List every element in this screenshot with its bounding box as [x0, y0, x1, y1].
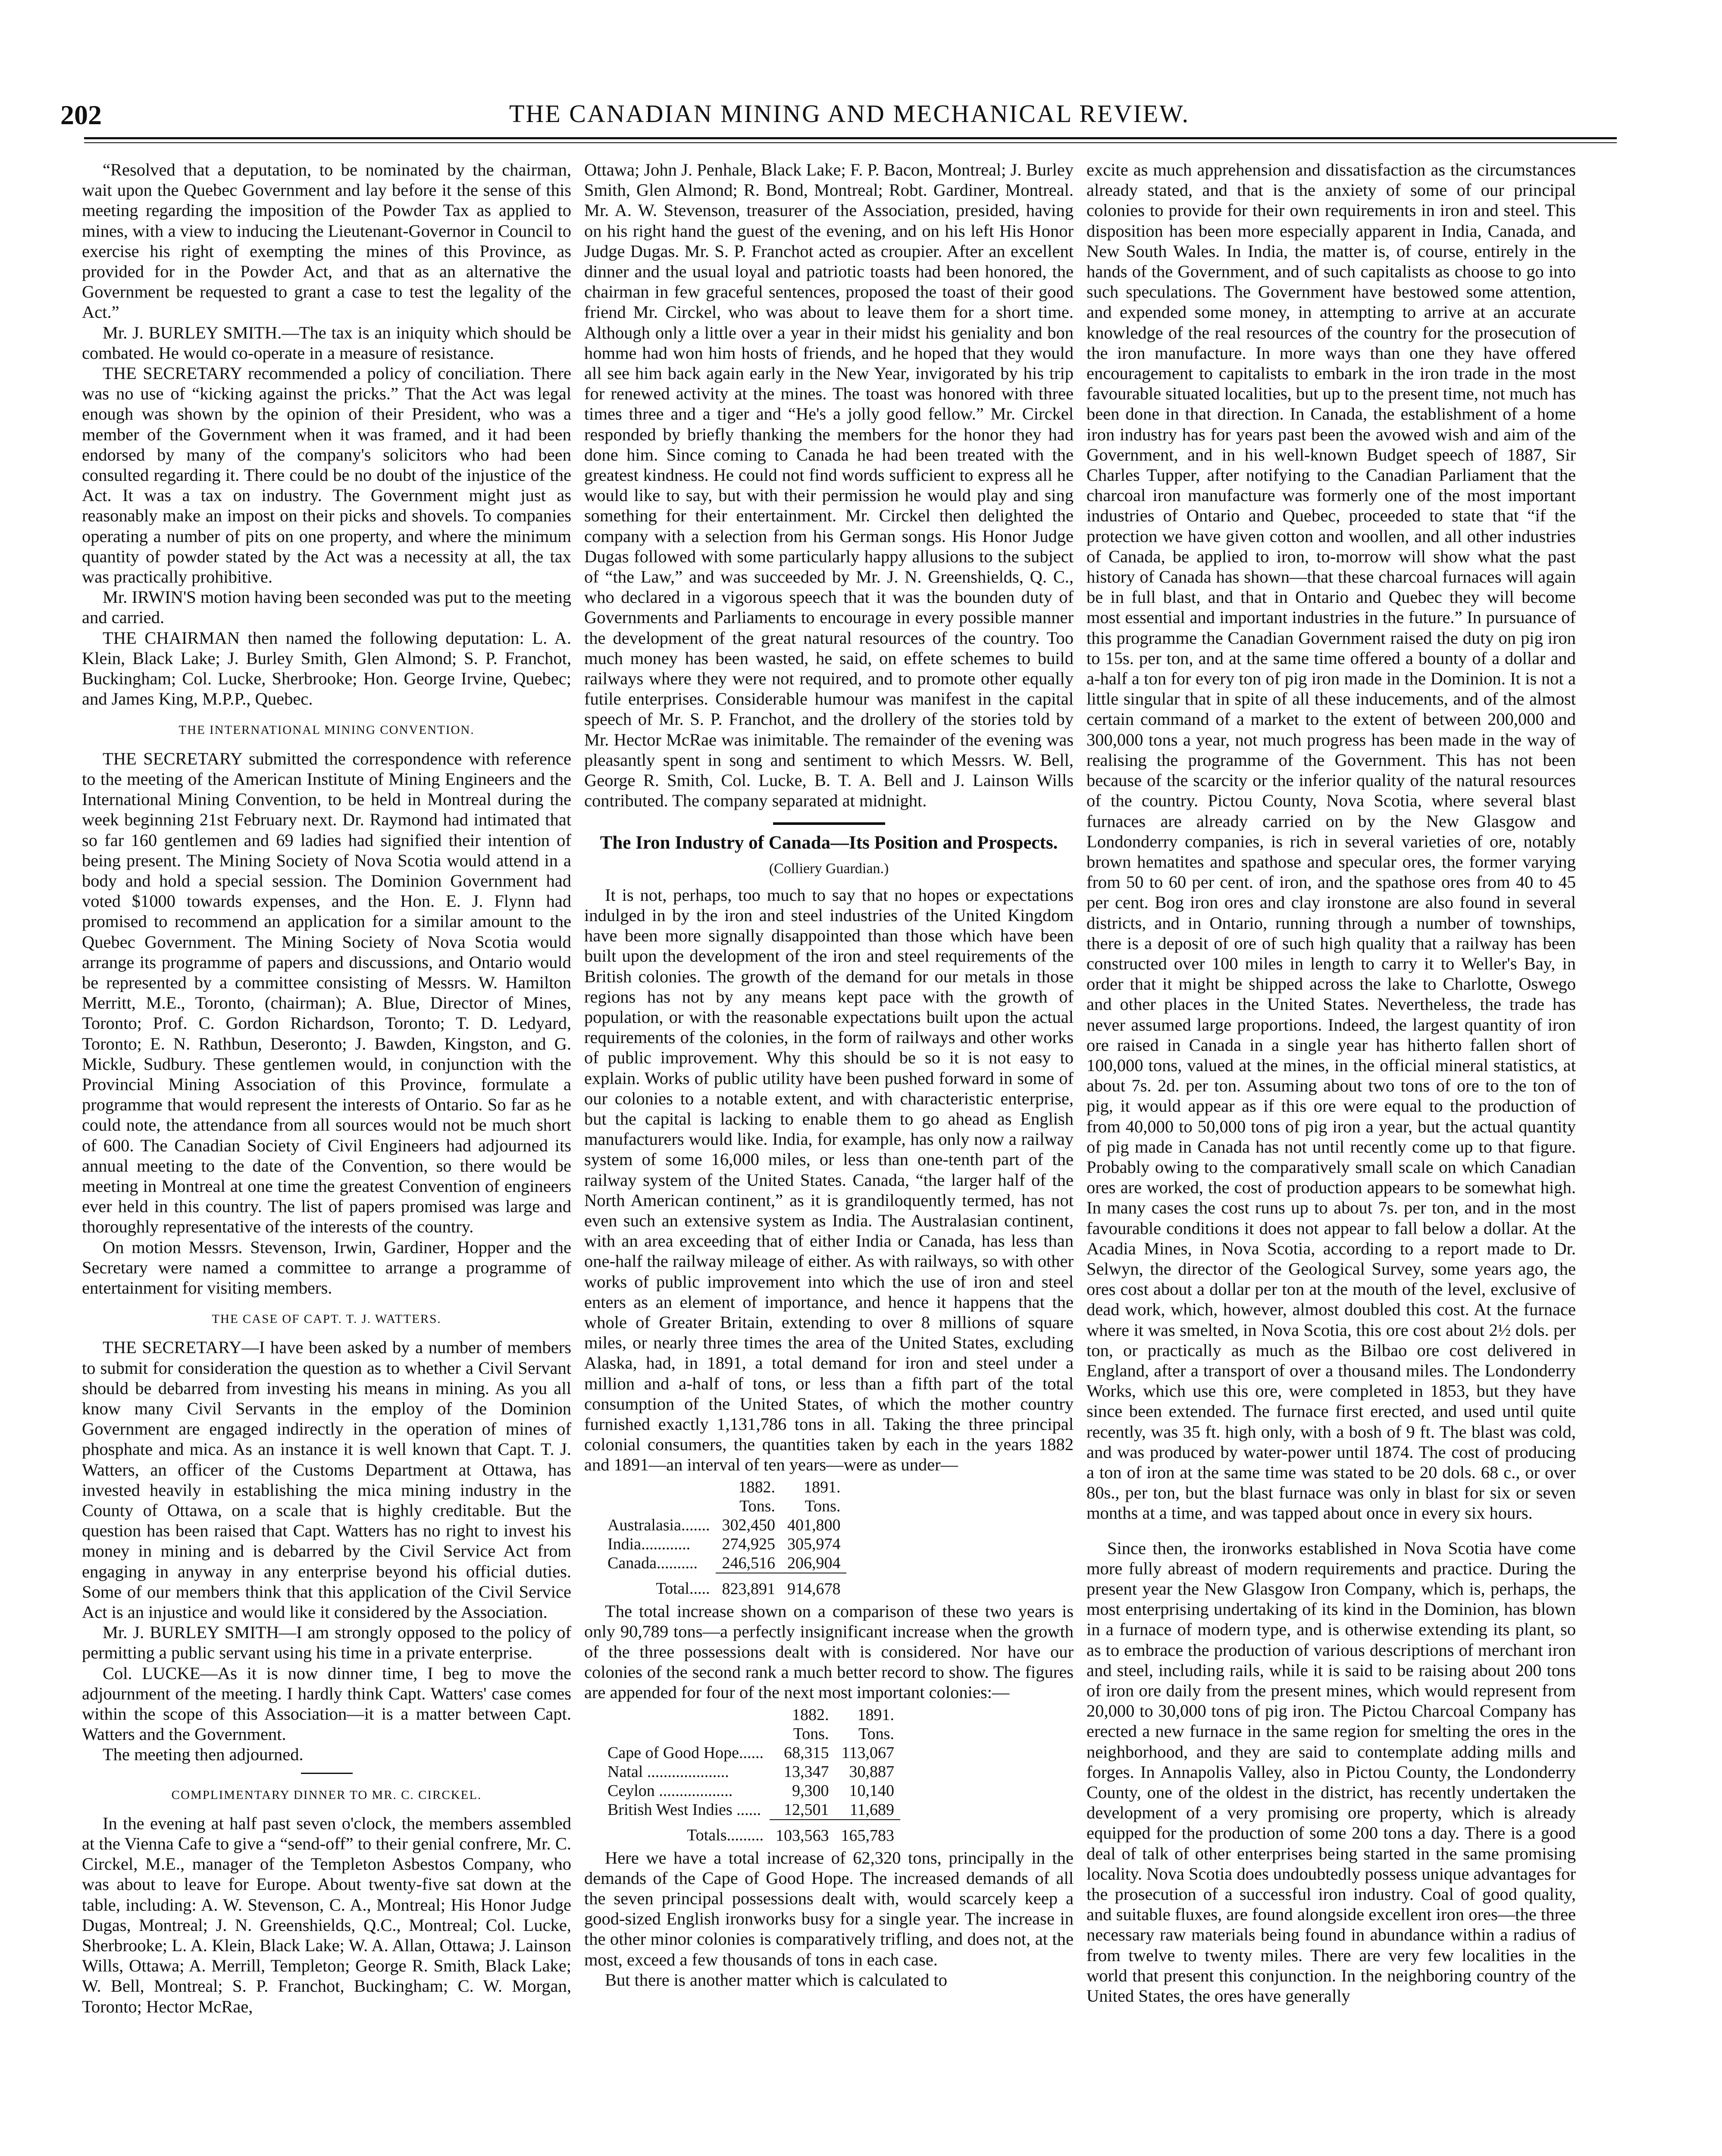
- section-divider: [301, 1773, 353, 1774]
- page-header: [60, 99, 1638, 129]
- colony-name: British West Indies ......: [607, 1801, 761, 1819]
- year-header: 1891.: [857, 1705, 894, 1724]
- paragraph-committee-motion: On motion Messrs. Stevenson, Irwin, Gardiner, Hopper and the Secretary were named a committee to arrange a programme of entertainment for visiting members.: [82, 1237, 571, 1297]
- tons-1882: 12,501: [783, 1800, 829, 1819]
- table-row: [601, 1800, 900, 1820]
- table-row: [601, 1781, 900, 1800]
- column-3: [1086, 160, 1576, 2006]
- paragraph-lucke: Col. LUCKE—As it is now dinner time, I beg to move the adjournment of the meeting. I hardly think Capt. Watters' case comes within the scope of this Association—it is a matter between Capt. Watters and the Government.: [82, 1663, 571, 1744]
- paragraph-iron-1: It is not, perhaps, too much to say that no hopes or expectations indulged in by the iron and steel industries of the United Kingdom have been more signally disappointed than those which have been built upon the development of the iron and steel requirements of the British colonies. The growth of the demand for our metals in those regions has not by any means kept pace with the growth of population, or with the reasonable expectations built upon the actual requirements of the colonies, in the form of railways and other works of public improvement. Why this should be so it is not easy to explain. Works of public utility have been pushed forward in some of our colonies to a notable extent, and with characteristic enterprise, but the capital is lacking to enable them to go ahead as English manufacturers would like. India, for example, has only now a railway system of some 16,000 miles, or less than one-tenth part of the railway system of the United States. Canada, “the larger half of the North American continent,” as it is grandiloquently termed, has not even such an extensive system as India. The Australasian continent, with an area exceeding that of either India or Canada, has less than one-half the railway mileage of either. As with railways, so with other works of public improvement into which the use of iron and steel enters as an element of importance, and hence it happens that the whole of Greater Britain, extending to over 8 millions of square miles, or nearly three times the area of the United States, excluding Alaska, had, in 1891, a total demand for iron and steel under a million and a-half of tons, or less than a fifth part of the total consumption of the United States, of which the mother country furnished exactly 1,131,786 tons in all. Taking the three principal colonial consumers, the quantities taken by each in the years 1882 and 1891—an interval of ten years—were as under—: [584, 885, 1074, 1475]
- table-row: [601, 1743, 900, 1762]
- tons-1891: 11,689: [849, 1800, 894, 1819]
- unit-header: Tons.: [858, 1724, 894, 1743]
- total-1882: 103,563: [770, 1820, 835, 1845]
- table-row: [601, 1535, 846, 1554]
- colony-name: Cape of Good Hope......: [607, 1743, 764, 1762]
- paragraph-iron-4: But there is another matter which is calculated to: [605, 1970, 947, 1990]
- unit-header: Tons.: [793, 1724, 829, 1743]
- tons-1882: 68,315: [783, 1743, 829, 1762]
- total-1882: 823,891: [716, 1573, 781, 1598]
- tons-1882: 274,925: [722, 1535, 775, 1553]
- paragraph-irwin-motion: Mr. IRWIN'S motion having been seconded was put to the meeting and carried.: [82, 587, 571, 627]
- total-1891: 914,678: [781, 1573, 847, 1598]
- tons-1891: 206,904: [787, 1554, 841, 1572]
- column-2: [584, 160, 1074, 1990]
- decorative-divider: [773, 822, 885, 825]
- tons-1882: 9,300: [792, 1781, 829, 1800]
- section-heading-watters: THE CASE OF CAPT. T. J. WATTERS.: [212, 1312, 441, 1326]
- header-rule-thick: [84, 137, 1617, 139]
- paragraph-adjourned: The meeting then adjourned.: [103, 1745, 304, 1764]
- table-total-row: [601, 1820, 900, 1845]
- year-header: 1882.: [792, 1705, 829, 1724]
- table-row: [601, 1516, 846, 1535]
- paragraph-since-then: Since then, the ironworks established in Nova Scotia have come more fully abreast of modern requirements and practice. During the present year the New Glasgow Iron Company, which is, perhaps, the most enterprising undertaking of its kind in the Dominion, has blown in a furnace of modern type, and is otherwise extending its plant, so as to embrace the production of various descriptions of merchant iron and steel, including rails, while it is said to be raising about 200 tons of iron ore daily from the present mines, which would represent from 20,000 to 30,000 tons of pig iron. The Pictou Charcoal Company has erected a new furnace in the same region for smelting the ores in the neighborhood, and they are said to contemplate adding mills and forges. In Annapolis Valley, also in Pictou County, the Londonderry County, one of the oldest in the district, has recently undertaken the development of a very promising ore property, which is already equipped for the production of some 200 tons a day. There is a good deal of talk of other enterprises being started in the same promising locality. Nova Scotia does undoubtedly possess unique advantages for the prosecution of a successful iron industry. Coal of good quality, and suitable fluxes, are found alongside excellent iron ores—the three necessary raw materials being found in abundance within a radius of from twelve to twenty miles. There are very few localities in the world that present this conjunction. In the neighboring country of the United States, the ores have generally: [1086, 1538, 1576, 2006]
- colony-name: Natal ....................: [607, 1762, 729, 1781]
- paragraph-dinner-continued: Ottawa; John J. Penhale, Black Lake; F. P. Bacon, Montreal; J. Burley Smith, Glen Almond; R. Bond, Montreal; Robt. Gardiner, Montreal. Mr. A. W. Stevenson, treasurer of the Association, presided, having on his right hand the guest of the evening, and on his left His Honor Judge Dugas. Mr. S. P. Franchot acted as croupier. After an excellent dinner and the usual loyal and patriotic toasts had been honored, the chairman in few graceful sentences, proposed the toast of their good friend Mr. Circkel, who was about to leave them for a short time. Although only a little over a year in their midst his geniality and bon homme had won him hosts of friends, and he hoped that they would all see him back again early in the New Year, invigorated by his trip for renewed activity at the mines. The toast was honored with three times three and a tiger and “He's a jolly good fellow.” Mr. Circkel responded by briefly thanking the members for the honor they had done him. Since coming to Canada he had been treated with the greatest kindness. He could not find words sufficient to express all he would like to say, but with their permission he would play and sing something for their entertainment. Mr. Circkel then delighted the company with a selection from his German songs. His Honor Judge Dugas followed with some particularly happy allusions to the subject of “the Law,” and was succeeded by Mr. J. N. Greenshields, Q. C., who declared in a vigorous speech that it was the bounden duty of Governments and Parliaments to encourage in every possible manner the development of the great natural resources of the country. Too much money has been wasted, he said, on effete schemes to build railways where they were not required, and to promote other equally futile enterprises. Considerable humour was manifest in the capital speech of Mr. S. P. Franchot, and the drollery of the stories told by Mr. Hector McRae was inimitable. The remainder of the evening was pleasantly spent in song and sentiment to which Messrs. W. Bell, George R. Smith, Col. Lucke, B. T. A. Bell and J. Lainson Wills contributed. The company separated at midnight.: [584, 160, 1074, 811]
- paragraph-resolution: “Resolved that a deputation, to be nominated by the chairman, wait upon the Quebec Government and lay before it the sense of this meeting regarding the imposition of the Powder Tax as applied to mines, with a view to inducing the Lieutenant-Governor in Council to exercise his right of exempting the mines of this Province, as provided for in the Powder Act, and that as an alternative the Government be requested to grant a case to test the legality of the Act.”: [82, 160, 571, 322]
- header-rule-thin: [84, 142, 1617, 143]
- table-principal-consumers: [601, 1478, 846, 1598]
- paragraph-secretary-3: THE SECRETARY—I have been asked by a number of members to submit for consideration the question as to whether a Civil Servant should be debarred from investing his means in mining. As you all know many Civil Servants in the employ of the Dominion Government are engaged indirectly in the operation of mines of phosphate and mica. As an instance it is well known that Capt. T. J. Watters, an officer of the Customs Department at Ottawa, has invested heavily in establishing the mica mining industry in the County of Ottawa, on a scale that is highly creditable. But the question has been raised that Capt. Watters has no right to invest his money in mining and is debarred by the Civil Service Act from engaging in anyway in any enterprise beyond his official duties. Some of our members think that this application of the Civil Service Act is an injustice and would like it considered by the Association.: [82, 1338, 571, 1622]
- colony-name: Ceylon ..................: [607, 1781, 733, 1800]
- paragraph-dinner: In the evening at half past seven o'clock, the members assembled at the Vienna Cafe to give a “send-off” to their genial confrere, Mr. C. Circkel, M.E., manager of the Templeton Asbestos Company, who was about to leave for Europe. About twenty-five sat down at the table, including: A. W. Stevenson, C. A., Montreal; His Honor Judge Dugas, Montreal; J. N. Greenshields, Q.C., Montreal; Col. Lucke, Sherbrooke; L. A. Klein, Black Lake; W. A. Allan, Ottawa; J. Lainson Wills, Ottawa; A. Merrill, Templeton; George R. Smith, Black Lake; W. Bell, Montreal; S. P. Franchot, Buckingham; C. W. Morgan, Toronto; Hector McRae,: [82, 1813, 571, 2016]
- paragraph-secretary-1: THE SECRETARY recommended a policy of conciliation. There was no use of “kicking against the pricks.” That the Act was legal enough was shown by the opinion of their President, who was a member of the Government when it was framed, and it had been endorsed by many of the company's solicitors who had been consulted regarding it. There could be no doubt of the injustice of the Act. It was a tax on industry. The Government might just as reasonably make an impost on their picks and shovels. To companies operating a number of pits on one property, and where the minimum quantity of powder stated by the Act was a necessity at all, the tax was practically prohibitive.: [82, 364, 571, 587]
- paragraph-chairman: THE CHAIRMAN then named the following deputation: L. A. Klein, Black Lake; J. Burley Smith, Glen Almond; S. P. Franchot, Buckingham; Col. Lucke, Sherbrooke; Hon. George Irvine, Quebec; and James King, M.P.P., Quebec.: [82, 628, 571, 709]
- paragraph-secretary-2: THE SECRETARY submitted the correspondence with reference to the meeting of the American Institute of Mining Engineers and the International Mining Convention, to be held in Montreal during the week beginning 21st February next. Dr. Raymond had intimated that so far 160 gentlemen and 69 ladies had signified their intention of being present. The Mining Society of Nova Scotia would attend in a body and hold a special session. The Dominion Government had voted $1000 towards expenses, and the Hon. E. J. Flynn had promised to recommend an application for a similar amount to the Quebec Government. The Mining Society of Nova Scotia would arrange its programme of papers and discussions, and Ontario would be represented by a committee consisting of Messrs. W. Hamilton Merritt, M.E., Toronto, (chairman); A. Blue, Director of Mines, Toronto; Prof. C. Gordon Richardson, Toronto; T. D. Ledyard, Toronto; E. N. Rathbun, Deseronto; J. Bawden, Kingston, and G. Mickle, Sudbury. These gentlemen would, in conjunction with the Provincial Mining Association of this Province, formulate a programme that would represent the interests of Ontario. So far as he could note, the attendance from all sources would not be much short of 600. The Canadian Society of Civil Engineers had adjourned its annual meeting to the date of the Convention, so there would be meeting in Montreal at one time the greatest Convention of engineers ever held in this country. The list of papers promised was large and thoroughly representative of the interests of the country.: [82, 749, 571, 1237]
- paragraph-iron-3: Here we have a total increase of 62,320 tons, principally in the demands of the Cape of Good Hope. The increased demands of all the seven principal possessions dealt with, would scarcely keep a good-sized English ironworks busy for a single year. The increase in the other minor colonies is comparatively trifling, and does not, at the most, exceed a few thousands of tons in each case.: [584, 1848, 1074, 1969]
- paragraph-iron-2: The total increase shown on a comparison of these two years is only 90,789 tons—a perfectly insignificant increase when the growth of the three possessions dealt with is considered. Nor have our colonies of the second rank a much better record to show. The figures are appended for four of the next most important colonies:—: [584, 1601, 1074, 1702]
- total-label: Total.....: [656, 1579, 710, 1598]
- tons-1891: 401,800: [787, 1516, 841, 1534]
- section-heading-dinner: COMPLIMENTARY DINNER TO MR. C. CIRCKEL.: [171, 1788, 482, 1802]
- publication-title: THE CANADIAN MINING AND MECHANICAL REVIEW.: [509, 100, 1190, 128]
- tons-1891: 305,974: [787, 1535, 841, 1553]
- unit-header: Tons.: [739, 1497, 775, 1515]
- year-header: 1882.: [738, 1478, 775, 1496]
- tons-1882: 246,516: [722, 1554, 775, 1572]
- paragraph-burley-smith-1: Mr. J. BURLEY SMITH.—The tax is an iniquity which should be combated. He would co-operate in a measure of resistance.: [82, 323, 571, 363]
- tons-1882: 13,347: [783, 1762, 829, 1781]
- colony-name: Australasia.......: [607, 1516, 710, 1534]
- table-row: [601, 1554, 846, 1573]
- table-minor-colonies: [601, 1705, 900, 1845]
- column-1: [82, 160, 571, 2017]
- year-header: 1891.: [803, 1478, 841, 1496]
- article-source: (Colliery Guardian.): [769, 860, 889, 877]
- page-number: 202: [60, 100, 102, 130]
- paragraph-iron-continued: excite as much apprehension and dissatisfaction as the circumstances already stated, and that is the anxiety of some of our principal colonies to provide for their own requirements in iron and steel. This disposition has been more especially apparent in India, Canada, and New South Wales. In India, the matter is, of course, entirely in the hands of the Government, and of such capitalists as choose to go into such speculations. The Government have bestowed some attention, and expended some money, in attempting to arrive at an accurate knowledge of the real resources of the country for the prosecution of the iron manufacture. In more ways than one they have offered encouragement to capitalists to embark in the iron trade in the most favourable situated localities, but up to the present time, not much has been done in that direction. In Canada, the establishment of a home iron industry has for years past been the avowed wish and aim of the Government, and in his well-known Budget speech of 1887, Sir Charles Tupper, after notifying to the Canadian Parliament that the charcoal iron manufacture was formerly one of the most important industries of Ontario and Quebec, proceeded to state that “if the protection we have given cotton and woollen, and all other industries of Canada, be applied to iron, to-morrow will show what the past history of Canada has shown—that these charcoal furnaces will again be in full blast, and that in Ontario and Quebec they will become most essential and important industries in the future.” In pursuance of this programme the Canadian Government raised the duty on pig iron to 15s. per ton, and at the same time offered a bounty of a dollar and a-half a ton for every ton of pig iron made in the Dominion. It is not a little singular that in spite of all these inducements, and of the almost certain command of a market to the extent of between 200,000 and 300,000 tons a year, not much progress has been made in the way of realising the programme of the Government. This has not been because of the scarcity or the inferior quality of the natural resources of the country. Pictou County, Nova Scotia, where several blast furnaces are already carried on by the New Glasgow and Londonderry companies, is rich in several varieties of ore, notably brown hematites and spathose and specular ores, the former varying from 50 to 60 per cent. of iron, and the spathose ores from 40 to 45 per cent. Bog iron ores and clay ironstone are also found in several districts, and in Ontario, running through a number of townships, there is a deposit of ore of such high quality that a railway has been constructed over 100 miles in length to carry it to Weller's Bay, in order that it might be shipped across the lake to Charlotte, Oswego and other places in the United States. Nevertheless, the trade has never assumed large proportions. Indeed, the largest quantity of iron ore raised in Canada in a single year has hitherto fallen short of 100,000 tons, valued at the mines, in the official mineral statistics, at about 7s. 2d. per ton. Assuming about two tons of ore to the ton of pig, it would appear as if this ore were equal to the production of from 40,000 to 50,000 tons of pig iron a year, but the actual quantity of pig made in Canada has not until recently come up to that figure. Probably owing to the comparatively small scale on which Canadian ores are worked, the cost of production appears to be somewhat high. In many cases the cost runs up to about 7s. per ton, and in the most favourable conditions it does not appear to fall below a dollar. At the Acadia Mines, in Nova Scotia, according to a report made to Dr. Selwyn, the director of the Geological Survey, some years ago, the ores cost about a dollar per ton at the mouth of the level, exclusive of dead work, which, however, almost doubled this cost. At the furnace where it was smelted, in Nova Scotia, this ore cost about 2½ dols. per ton, or practically as much as the Bilbao ore cost delivered in England, after a transport of over a thousand miles. The Londonderry Works, which use this ore, were completed in 1853, but they have since been extended. The furnace first erected, and used until quite recently, was 35 ft. high only, with a bosh of 9 ft. The blast was cold, and was produced by water-power until 1874. The cost of producing a ton of iron at the same time was stated to be 20 dols. 68 c., or over 80s., per ton, but the blast furnace was only in blast for six or seven months at a time, and was tapped about once in every six hours.: [1086, 160, 1576, 1523]
- table-total-row: [601, 1573, 846, 1598]
- table-row: [601, 1762, 900, 1781]
- colony-name: India............: [607, 1535, 691, 1553]
- section-heading-convention: THE INTERNATIONAL MINING CONVENTION.: [178, 723, 475, 737]
- total-1891: 165,783: [835, 1820, 900, 1845]
- tons-1891: 10,140: [849, 1781, 894, 1800]
- paragraph-burley-smith-2: Mr. J. BURLEY SMITH—I am strongly opposed to the policy of permitting a public servant using his time in a private enterprise.: [82, 1623, 571, 1663]
- unit-header: Tons.: [805, 1497, 841, 1515]
- tons-1891: 30,887: [849, 1762, 894, 1781]
- tons-1891: 113,067: [841, 1743, 894, 1762]
- total-label: Totals.........: [687, 1826, 764, 1845]
- colony-name: Canada..........: [607, 1554, 698, 1573]
- tons-1882: 302,450: [722, 1516, 775, 1534]
- article-title: The Iron Industry of Canada—Its Position and Prospects.: [600, 832, 1058, 853]
